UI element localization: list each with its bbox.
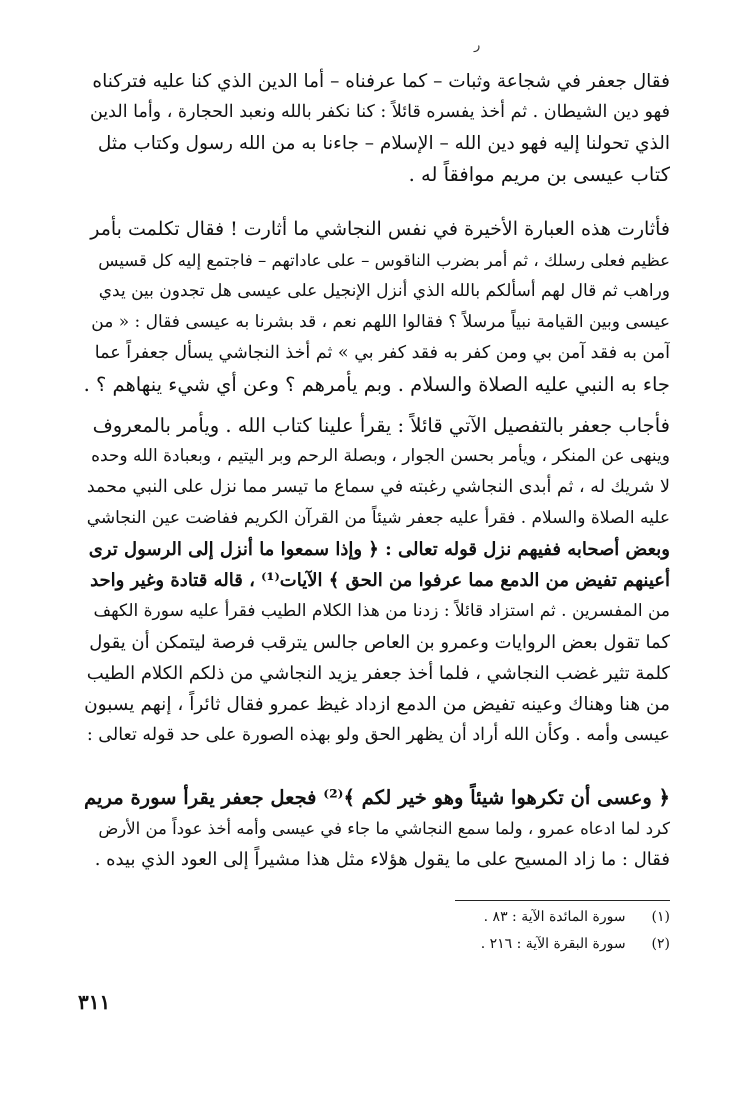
footnote — [380, 931, 670, 958]
text-line: كما تقول بعض الروايات وعمرو بن العاص جالس يترقب فرصة ليتمكن أن يقول — [89, 632, 670, 653]
footnote — [380, 904, 670, 931]
text-line: كلمة تثير غضب النجاشي ، فلما أخذ جعفر يزيد النجاشي من ذلكم الكلام الطيب — [86, 663, 670, 684]
text-line: كتاب عيسى بن مريم موافقاً له . — [408, 163, 670, 186]
text-line: عيسى وبين القيامة نبياً مرسلاً ؟ فقالوا اللهم نعم ، قد بشرنا به عيسى فقال : « من — [91, 312, 670, 332]
text-line: عليه الصلاة والسلام . فقرأ عليه جعفر شيئاً من القرآن الكريم ففاضت عين النجاشي — [86, 508, 670, 528]
paragraph-3 — [84, 410, 670, 751]
text-line: فأثارت هذه العبارة الأخيرة في نفس النجاشي ما أثارت ! فقال تكلمت بأمر — [90, 218, 670, 240]
text-line: عيسى وأمه . وكأن الله أراد أن يظهر الحق ولو بهذه الصورة على حد قوله تعالى : — [86, 725, 670, 745]
text-line: وراهب ثم قال لهم أسألكم بالله الذي أنزل الإنجيل على عيسى هل تجدون بين يدي — [98, 281, 670, 301]
paragraph-1 — [84, 66, 670, 190]
text-line: فهو دين الشيطان . ثم أخذ يفسره قائلاً : كنا نكفر بالله ونعبد الحجارة ، وأما الدين — [89, 102, 670, 122]
text-line: آمن به فقد آمن بي ومن كفر به فقد كفر بي » ثم أخذ النجاشي يسأل جعفراً عما — [94, 343, 670, 363]
footnote-divider — [455, 900, 670, 901]
paragraph-2 — [84, 214, 670, 400]
text-line: من هنا وهناك وعينه تفيض من الدمع ازداد غيظ عمرو فقال ثائراً ، إنهم يسبون — [84, 694, 670, 715]
quran-verse-line: وبعض أصحابه ففيهم نزل قوله تعالى : ﴿ وإذا سمعوا ما أنزل إلى الرسول ترى — [88, 539, 670, 560]
top-mark: ر — [474, 38, 481, 53]
text-line: جاء به النبي عليه الصلاة والسلام . وبم يأمرهم ؟ وعن أي شيء ينهاهم ؟ . — [84, 373, 670, 396]
footnote-number: (١) — [651, 909, 670, 925]
footnote-text: سورة المائدة الآية : ٨٣ . — [483, 909, 626, 925]
footnote-text: سورة البقرة الآية : ٢١٦ . — [480, 936, 626, 952]
quran-verse-line: أعينهم تفيض من الدمع مما عرفوا من الحق ﴾ الآيات⁽¹⁾ ، قاله قتادة وغير واحد — [90, 570, 670, 591]
paragraph-4 — [84, 782, 670, 875]
text-line: لا شريك له ، ثم أبدى النجاشي رغبته في سماع ما تيسر مما نزل على النبي محمد — [86, 477, 670, 497]
text-line: الذي تحولنا إليه فهو دين الله – الإسلام – جاءنا به من الله رسول وكتاب مثل — [97, 133, 670, 154]
footnotes — [380, 904, 670, 958]
text-line: فأجاب جعفر بالتفصيل الآتي قائلاً : يقرأ علينا كتاب الله . ويأمر بالمعروف — [92, 414, 670, 437]
text-line: فقال : ما زاد المسيح على ما يقول هؤلاء مثل هذا مشيراً إلى العود الذي بيده . — [94, 849, 670, 870]
text-line: وينهى عن المنكر ، ويأمر بحسن الجوار ، وبصلة الرحم وبر اليتيم ، وبعبادة الله وحده — [91, 446, 670, 466]
text-line: من المفسرين . ثم استزاد قائلاً : زدنا من هذا الكلام الطيب فقرأ عليه سورة الكهف — [93, 601, 670, 621]
text-line: كرد لما ادعاه عمرو ، ولما سمع النجاشي ما جاء في عيسى وأمه أخذ عوداً من الأرض — [98, 819, 670, 838]
quran-verse-line: ﴿ وعسى أن تكرهوا شيئاً وهو خير لكم ﴾⁽²⁾ فجعل جعفر يقرأ سورة مريم — [84, 786, 670, 809]
footnote-number: (٢) — [651, 936, 670, 952]
page-number: ٣١١ — [78, 990, 111, 1014]
text-line: فقال جعفر في شجاعة وثبات – كما عرفناه – أما الدين الذي كنا عليه فتركناه — [92, 71, 670, 92]
text-line: عظيم فعلى رسلك ، ثم أمر بضرب الناقوس – على عاداتهم – فاجتمع إليه كل قسيس — [98, 251, 670, 270]
